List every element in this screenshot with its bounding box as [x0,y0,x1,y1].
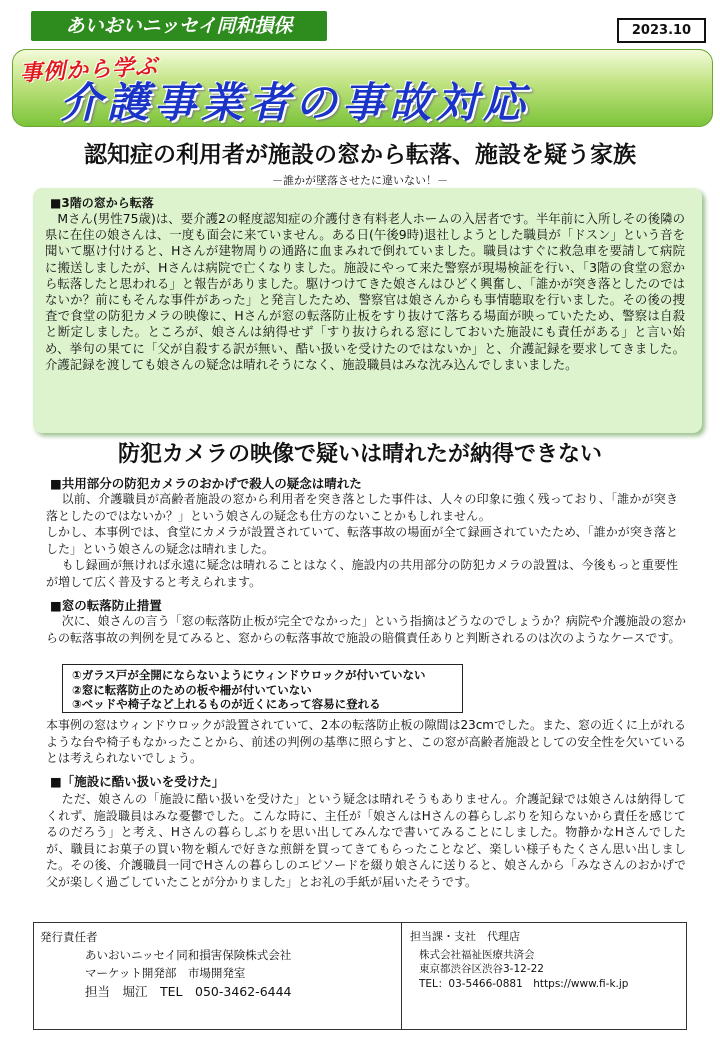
list-item: ②窓に転落防止のための板や柵が付いていない [72,682,312,697]
agent-label: 担当課・支社 代理店 [410,930,520,943]
publisher-dept: マーケット開発部 市場開発室 [85,966,246,980]
banner-title: 介護事業者の事故対応 [60,78,531,127]
section-heading-window: ■窓の転落防止措置 [50,598,162,613]
paragraph-camera-1: 以前、介護職員が高齢者施設の窓から利用者を突き落とした事件は、人々の印象に強く残っており、「誰かが突き落としたのではないか？」という娘さんの疑念も仕方のないことかもしれません。 [46,492,678,523]
list-item: ①ガラス戸が全開にならないようにウィンドウロックが付いていない [72,668,426,682]
section-heading-treatment: ■「施設に酷い扱いを受けた」 [50,774,225,789]
issue-date: 2023.10 [617,18,706,43]
publisher-contact: 担当 堀江 TEL 050-3462-6444 [85,984,292,999]
paragraph-window-1: 次に、娘さんの言う「窓の転落防止板が完全でなかった」という指摘はどうなのでしょうか？病院や介護施設の窓からの転落事故の判例を見てみると、窓からの転落事故で施設の賠償責任ありと判断されるのは次のようなケースです。 [46,614,686,645]
publisher-label: 発行責任者 [40,930,98,944]
paragraph-camera-3: もし録画が無ければ永遠に疑念は晴れることはなく、施設内の共用部分の防犯カメラの設置は、今後もっと重要性が増して広く普及すると考えられます。 [46,558,678,589]
case-criteria-list [62,664,463,713]
banner-subtitle: 事例から学ぶ [19,54,159,87]
list-item: ③ベッドや椅子など上れるものが近くにあって容易に登れる [72,697,381,711]
agent-company: 株式会社福祉医療共済会 [419,949,535,961]
publisher-company: あいおいニッセイ同和損害保険株式会社 [85,948,292,962]
footer-divider [401,922,402,1030]
brand-label: あいおいニッセイ同和損保 [31,11,327,41]
paragraph-camera-2: しかし、本事例では、食堂にカメラが設置されていて、転落事故の場面が全て録画されていたため、「誰かが突き落とした」という娘さんの疑念は晴れました。 [46,525,678,556]
section-title: 防犯カメラの映像で疑いは晴れたが納得できない [117,442,602,467]
case-body: Mさん(男性75歳)は、要介護2の軽度認知症の介護付き有料老人ホームの入居者です。半年前に入所しその後隣の県に在住の娘さんは、一度も面会に来ていません。ある日(午後9時)退社しようとした職員が「ドスン」という音を聞いて駆け付けると、Hさんが建物周りの通路に血まみれで倒れていました。職員はすぐに救急車を要請して病院に搬送しましたが、Hさんは病院で亡くなりました。施設にやって来た警察が現場検証を行い、「3階の食堂の窓から転落したと思われる」と報告がありました。駆けつけてきた娘さんはひどく興奮し、「誰かが突き落としたのではないか？前にもそんな事件があった」と発言したため、警察官は娘さんからも事情聴取を行いました。その後の捜査で食堂の防犯カメラの映像に、Hさんが窓の転落防止板をすり抜けて落ちる場面が映っていたため、警察は自殺と断定しました。ところが、娘さんは納得せず「すり抜けられる窓にしておいた施設にも責任がある」と言い始め、挙句の果てに「父が自殺する訳が無い、酷い扱いを受けたのではないか」と、介護記録を要求してきました。介護記録を渡しても娘さんの疑念は晴れそうになく、施設職員はみな沈み込んでしまいました。 [45,211,685,372]
paragraph-treatment: ただ、娘さんの「施設に酷い扱いを受けた」という疑念は晴れそうもありません。介護記録では娘さんは納得してくれず、施設職員はみな憂鬱でした。こんな時に、主任が「娘さんはHさんの暮らしぶりを知らないから責任を感じてるのだろう」と考え、Hさんの暮らしぶりを思い出してみんなで書いてみることにしました。物静かなHさんでしたが、職員にお菓子の買い物を頼んで好きな煎餅を買ってきてもらったことなど、楽しい様子もたくさん思い出しました。その後、介護職員一同でHさんの暮らしのエピソードを綴り娘さんに送りると、娘さんから「みなさんのおかげで父が楽しく過ごしていたことが分かりました」とお礼の手紙が届いたそうです。 [46,792,686,889]
section-heading-camera: ■共用部分の防犯カメラのおかげで殺人の疑念は晴れた [50,476,362,491]
agent-address: 東京都渋谷区渋谷3-12-22 [419,963,544,975]
headline: 認知症の利用者が施設の窓から転落、施設を疑う家族 [84,142,636,168]
case-heading: ■3階の窓から転落 [50,196,154,210]
paragraph-window-2: 本事例の窓はウィンドウロックが設置されていて、2本の転落防止板の隙間は23cmでした。また、窓の近くに上がれるような台や椅子もなかったことから、前述の判例の基準に照らすと、この窓が高齢者施設としての安全性を欠いているとは考えられないでしょう。 [46,718,686,765]
subheadline: －誰かが墜落させたに違いない！－ [272,174,448,187]
agent-tel: TEL：03-5466-0881 https://www.fi-k.jp [419,978,629,990]
